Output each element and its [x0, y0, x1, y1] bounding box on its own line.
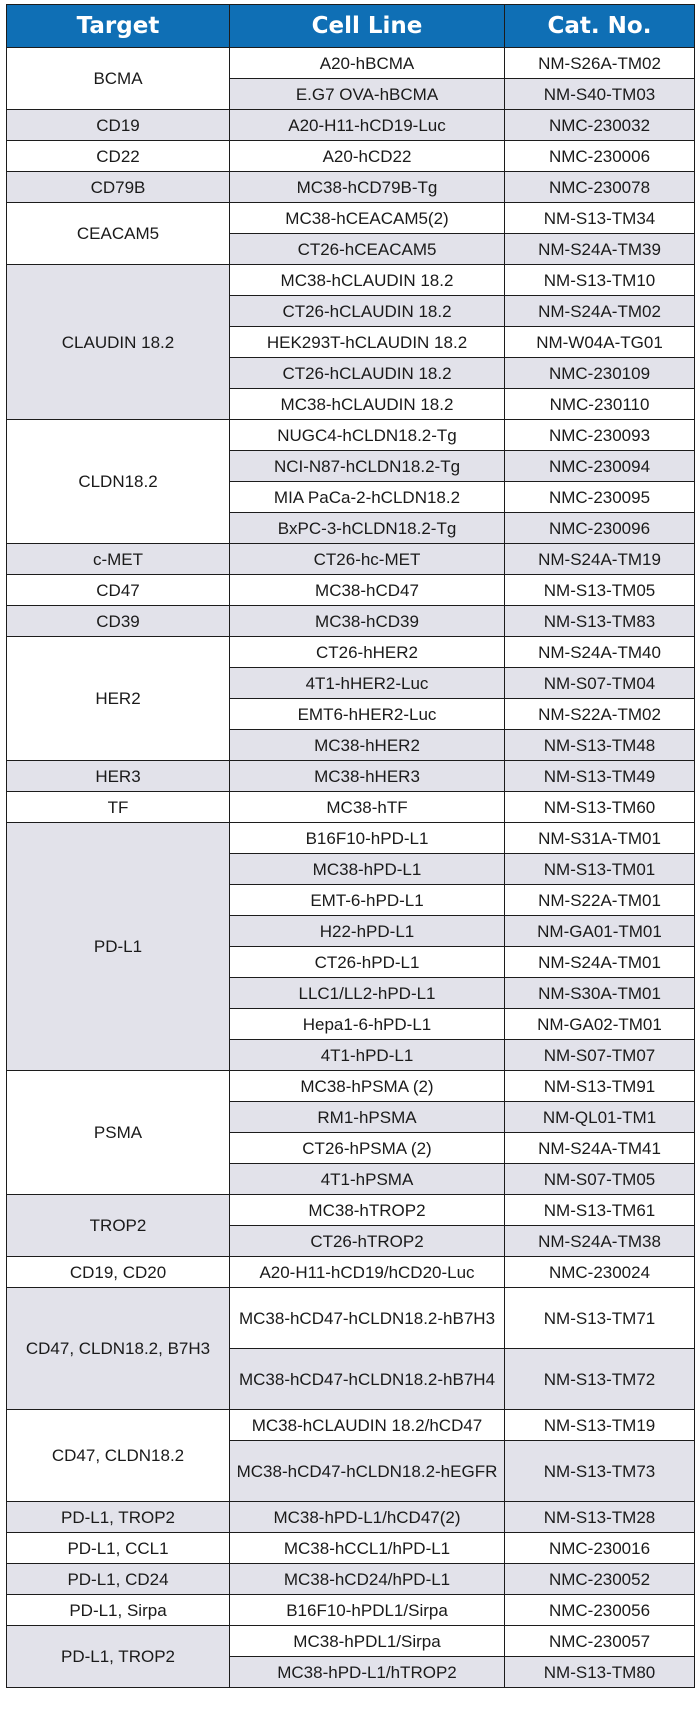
cell-line-cell: MC38-hHER3: [230, 761, 505, 792]
cat-no-cell: NM-S30A-TM01: [505, 978, 695, 1009]
cell-line-cell: MC38-hCLAUDIN 18.2/hCD47: [230, 1410, 505, 1441]
cell-line-cell: MC38-hCLAUDIN 18.2: [230, 389, 505, 420]
header-target: Target: [7, 5, 230, 48]
table-row: [7, 172, 695, 203]
cat-no-cell: NM-S13-TM80: [505, 1657, 695, 1688]
target-cell: PD-L1: [7, 823, 230, 1071]
target-cell: c-MET: [7, 544, 230, 575]
cat-no-cell: NMC-230109: [505, 358, 695, 389]
cat-no-cell: NM-S24A-TM01: [505, 947, 695, 978]
cat-no-cell: NM-GA02-TM01: [505, 1009, 695, 1040]
target-cell: CD47, CLDN18.2: [7, 1410, 230, 1502]
cat-no-cell: NM-S13-TM01: [505, 854, 695, 885]
table-row: [7, 544, 695, 575]
cell-line-cell: E.G7 OVA-hBCMA: [230, 79, 505, 110]
cell-line-cell: Hepa1-6-hPD-L1: [230, 1009, 505, 1040]
cell-line-cell: MC38-hHER2: [230, 730, 505, 761]
cat-no-cell: NMC-230024: [505, 1257, 695, 1288]
cell-line-cell: B16F10-hPD-L1: [230, 823, 505, 854]
cell-line-cell: MC38-hPSMA (2): [230, 1071, 505, 1102]
table-row: [7, 1564, 695, 1595]
target-cell: PD-L1, TROP2: [7, 1626, 230, 1688]
cell-line-cell: CT26-hTROP2: [230, 1226, 505, 1257]
cell-line-cell: MC38-hCLAUDIN 18.2: [230, 265, 505, 296]
cat-no-cell: NM-S13-TM91: [505, 1071, 695, 1102]
cat-no-cell: NM-S13-TM10: [505, 265, 695, 296]
cell-line-cell: MC38-hCCL1/hPD-L1: [230, 1533, 505, 1564]
table-row: [7, 1195, 695, 1226]
cell-line-cell: MC38-hTF: [230, 792, 505, 823]
cell-line-cell: EMT6-hHER2-Luc: [230, 699, 505, 730]
table-row: [7, 48, 695, 79]
cell-line-cell: NCI-N87-hCLDN18.2-Tg: [230, 451, 505, 482]
cat-no-cell: NM-S07-TM04: [505, 668, 695, 699]
table-row: [7, 761, 695, 792]
cat-no-cell: NM-S13-TM61: [505, 1195, 695, 1226]
cell-line-cell: MC38-hPD-L1/hCD47(2): [230, 1502, 505, 1533]
cat-no-cell: NM-S13-TM28: [505, 1502, 695, 1533]
cell-line-cell: MC38-hCD47-hCLDN18.2-hB7H3: [230, 1288, 505, 1349]
cell-line-cell: MC38-hPDL1/Sirpa: [230, 1626, 505, 1657]
table-row: [7, 420, 695, 451]
table-row: [7, 637, 695, 668]
table-row: [7, 203, 695, 234]
cell-line-cell: A20-hBCMA: [230, 48, 505, 79]
target-cell: CD22: [7, 141, 230, 172]
target-cell: CD39: [7, 606, 230, 637]
target-cell: PSMA: [7, 1071, 230, 1195]
cat-no-cell: NMC-230056: [505, 1595, 695, 1626]
cat-no-cell: NM-S24A-TM40: [505, 637, 695, 668]
cell-line-cell: MC38-hCD79B-Tg: [230, 172, 505, 203]
cell-line-cell: MIA PaCa-2-hCLDN18.2: [230, 482, 505, 513]
cat-no-cell: NMC-230110: [505, 389, 695, 420]
table-row: [7, 265, 695, 296]
cat-no-cell: NM-S40-TM03: [505, 79, 695, 110]
cat-no-cell: NMC-230096: [505, 513, 695, 544]
cat-no-cell: NMC-230094: [505, 451, 695, 482]
cell-line-cell: LLC1/LL2-hPD-L1: [230, 978, 505, 1009]
cat-no-cell: NM-S13-TM19: [505, 1410, 695, 1441]
cell-line-table: [6, 4, 695, 1688]
cat-no-cell: NM-S26A-TM02: [505, 48, 695, 79]
cat-no-cell: NM-S22A-TM02: [505, 699, 695, 730]
cat-no-cell: NM-W04A-TG01: [505, 327, 695, 358]
cat-no-cell: NM-GA01-TM01: [505, 916, 695, 947]
cat-no-cell: NM-S13-TM83: [505, 606, 695, 637]
cat-no-cell: NMC-230078: [505, 172, 695, 203]
cell-line-cell: CT26-hHER2: [230, 637, 505, 668]
cell-line-cell: 4T1-hPD-L1: [230, 1040, 505, 1071]
cat-no-cell: NMC-230093: [505, 420, 695, 451]
target-cell: HER3: [7, 761, 230, 792]
target-cell: CEACAM5: [7, 203, 230, 265]
table-row: [7, 1410, 695, 1441]
cell-line-cell: NUGC4-hCLDN18.2-Tg: [230, 420, 505, 451]
cell-line-cell: CT26-hc-MET: [230, 544, 505, 575]
cat-no-cell: NMC-230006: [505, 141, 695, 172]
target-cell: CD47: [7, 575, 230, 606]
cell-line-cell: MC38-hCD24/hPD-L1: [230, 1564, 505, 1595]
cat-no-cell: NM-S31A-TM01: [505, 823, 695, 854]
cat-no-cell: NM-S24A-TM38: [505, 1226, 695, 1257]
cell-line-cell: EMT-6-hPD-L1: [230, 885, 505, 916]
cat-no-cell: NMC-230057: [505, 1626, 695, 1657]
header-row: [7, 5, 695, 48]
cat-no-cell: NM-QL01-TM1: [505, 1102, 695, 1133]
cat-no-cell: NMC-230052: [505, 1564, 695, 1595]
cat-no-cell: NM-S24A-TM39: [505, 234, 695, 265]
target-cell: CLAUDIN 18.2: [7, 265, 230, 420]
cat-no-cell: NM-S07-TM07: [505, 1040, 695, 1071]
cell-line-cell: A20-H11-hCD19-Luc: [230, 110, 505, 141]
table-row: [7, 1595, 695, 1626]
cell-line-cell: 4T1-hPSMA: [230, 1164, 505, 1195]
cell-line-cell: CT26-hPSMA (2): [230, 1133, 505, 1164]
cell-line-cell: CT26-hCEACAM5: [230, 234, 505, 265]
target-cell: PD-L1, CD24: [7, 1564, 230, 1595]
cell-line-cell: MC38-hCEACAM5(2): [230, 203, 505, 234]
target-cell: CD47, CLDN18.2, B7H3: [7, 1288, 230, 1410]
cell-line-cell: RM1-hPSMA: [230, 1102, 505, 1133]
cat-no-cell: NM-S13-TM05: [505, 575, 695, 606]
cell-line-cell: HEK293T-hCLAUDIN 18.2: [230, 327, 505, 358]
cat-no-cell: NM-S13-TM49: [505, 761, 695, 792]
header-cell-line: Cell Line: [230, 5, 505, 48]
cat-no-cell: NM-S13-TM71: [505, 1288, 695, 1349]
cell-line-cell: MC38-hCD47-hCLDN18.2-hB7H4: [230, 1349, 505, 1410]
cat-no-cell: NM-S13-TM34: [505, 203, 695, 234]
header-cat-no: Cat. No.: [505, 5, 695, 48]
cell-line-cell: CT26-hCLAUDIN 18.2: [230, 296, 505, 327]
target-cell: PD-L1, TROP2: [7, 1502, 230, 1533]
cell-line-cell: B16F10-hPDL1/Sirpa: [230, 1595, 505, 1626]
table-row: [7, 823, 695, 854]
target-cell: CLDN18.2: [7, 420, 230, 544]
target-cell: CD79B: [7, 172, 230, 203]
cat-no-cell: NM-S13-TM73: [505, 1441, 695, 1502]
cell-line-cell: MC38-hPD-L1: [230, 854, 505, 885]
cell-line-cell: CT26-hPD-L1: [230, 947, 505, 978]
cat-no-cell: NM-S13-TM60: [505, 792, 695, 823]
cell-line-cell: 4T1-hHER2-Luc: [230, 668, 505, 699]
table-row: [7, 606, 695, 637]
cell-line-cell: BxPC-3-hCLDN18.2-Tg: [230, 513, 505, 544]
table-row: [7, 1533, 695, 1564]
cell-line-cell: MC38-hCD47-hCLDN18.2-hEGFR: [230, 1441, 505, 1502]
table-row: [7, 1071, 695, 1102]
cat-no-cell: NM-S13-TM72: [505, 1349, 695, 1410]
cat-no-cell: NM-S22A-TM01: [505, 885, 695, 916]
table-row: [7, 141, 695, 172]
table-row: [7, 792, 695, 823]
cell-line-cell: CT26-hCLAUDIN 18.2: [230, 358, 505, 389]
cell-line-cell: H22-hPD-L1: [230, 916, 505, 947]
target-cell: HER2: [7, 637, 230, 761]
cell-line-cell: A20-hCD22: [230, 141, 505, 172]
table-row: [7, 1626, 695, 1657]
target-cell: BCMA: [7, 48, 230, 110]
target-cell: CD19: [7, 110, 230, 141]
cell-line-cell: MC38-hPD-L1/hTROP2: [230, 1657, 505, 1688]
target-cell: CD19, CD20: [7, 1257, 230, 1288]
table-row: [7, 1288, 695, 1349]
cat-no-cell: NM-S24A-TM41: [505, 1133, 695, 1164]
table-row: [7, 110, 695, 141]
target-cell: PD-L1, CCL1: [7, 1533, 230, 1564]
cat-no-cell: NM-S24A-TM02: [505, 296, 695, 327]
cat-no-cell: NM-S24A-TM19: [505, 544, 695, 575]
table-row: [7, 1502, 695, 1533]
cell-line-cell: A20-H11-hCD19/hCD20-Luc: [230, 1257, 505, 1288]
cat-no-cell: NMC-230095: [505, 482, 695, 513]
target-cell: TROP2: [7, 1195, 230, 1257]
cell-line-cell: MC38-hCD47: [230, 575, 505, 606]
target-cell: PD-L1, Sirpa: [7, 1595, 230, 1626]
target-cell: TF: [7, 792, 230, 823]
table-row: [7, 1257, 695, 1288]
cat-no-cell: NMC-230032: [505, 110, 695, 141]
cat-no-cell: NMC-230016: [505, 1533, 695, 1564]
table-row: [7, 575, 695, 606]
cell-line-cell: MC38-hCD39: [230, 606, 505, 637]
cat-no-cell: NM-S07-TM05: [505, 1164, 695, 1195]
table-body: [7, 48, 695, 1688]
cell-line-cell: MC38-hTROP2: [230, 1195, 505, 1226]
cat-no-cell: NM-S13-TM48: [505, 730, 695, 761]
